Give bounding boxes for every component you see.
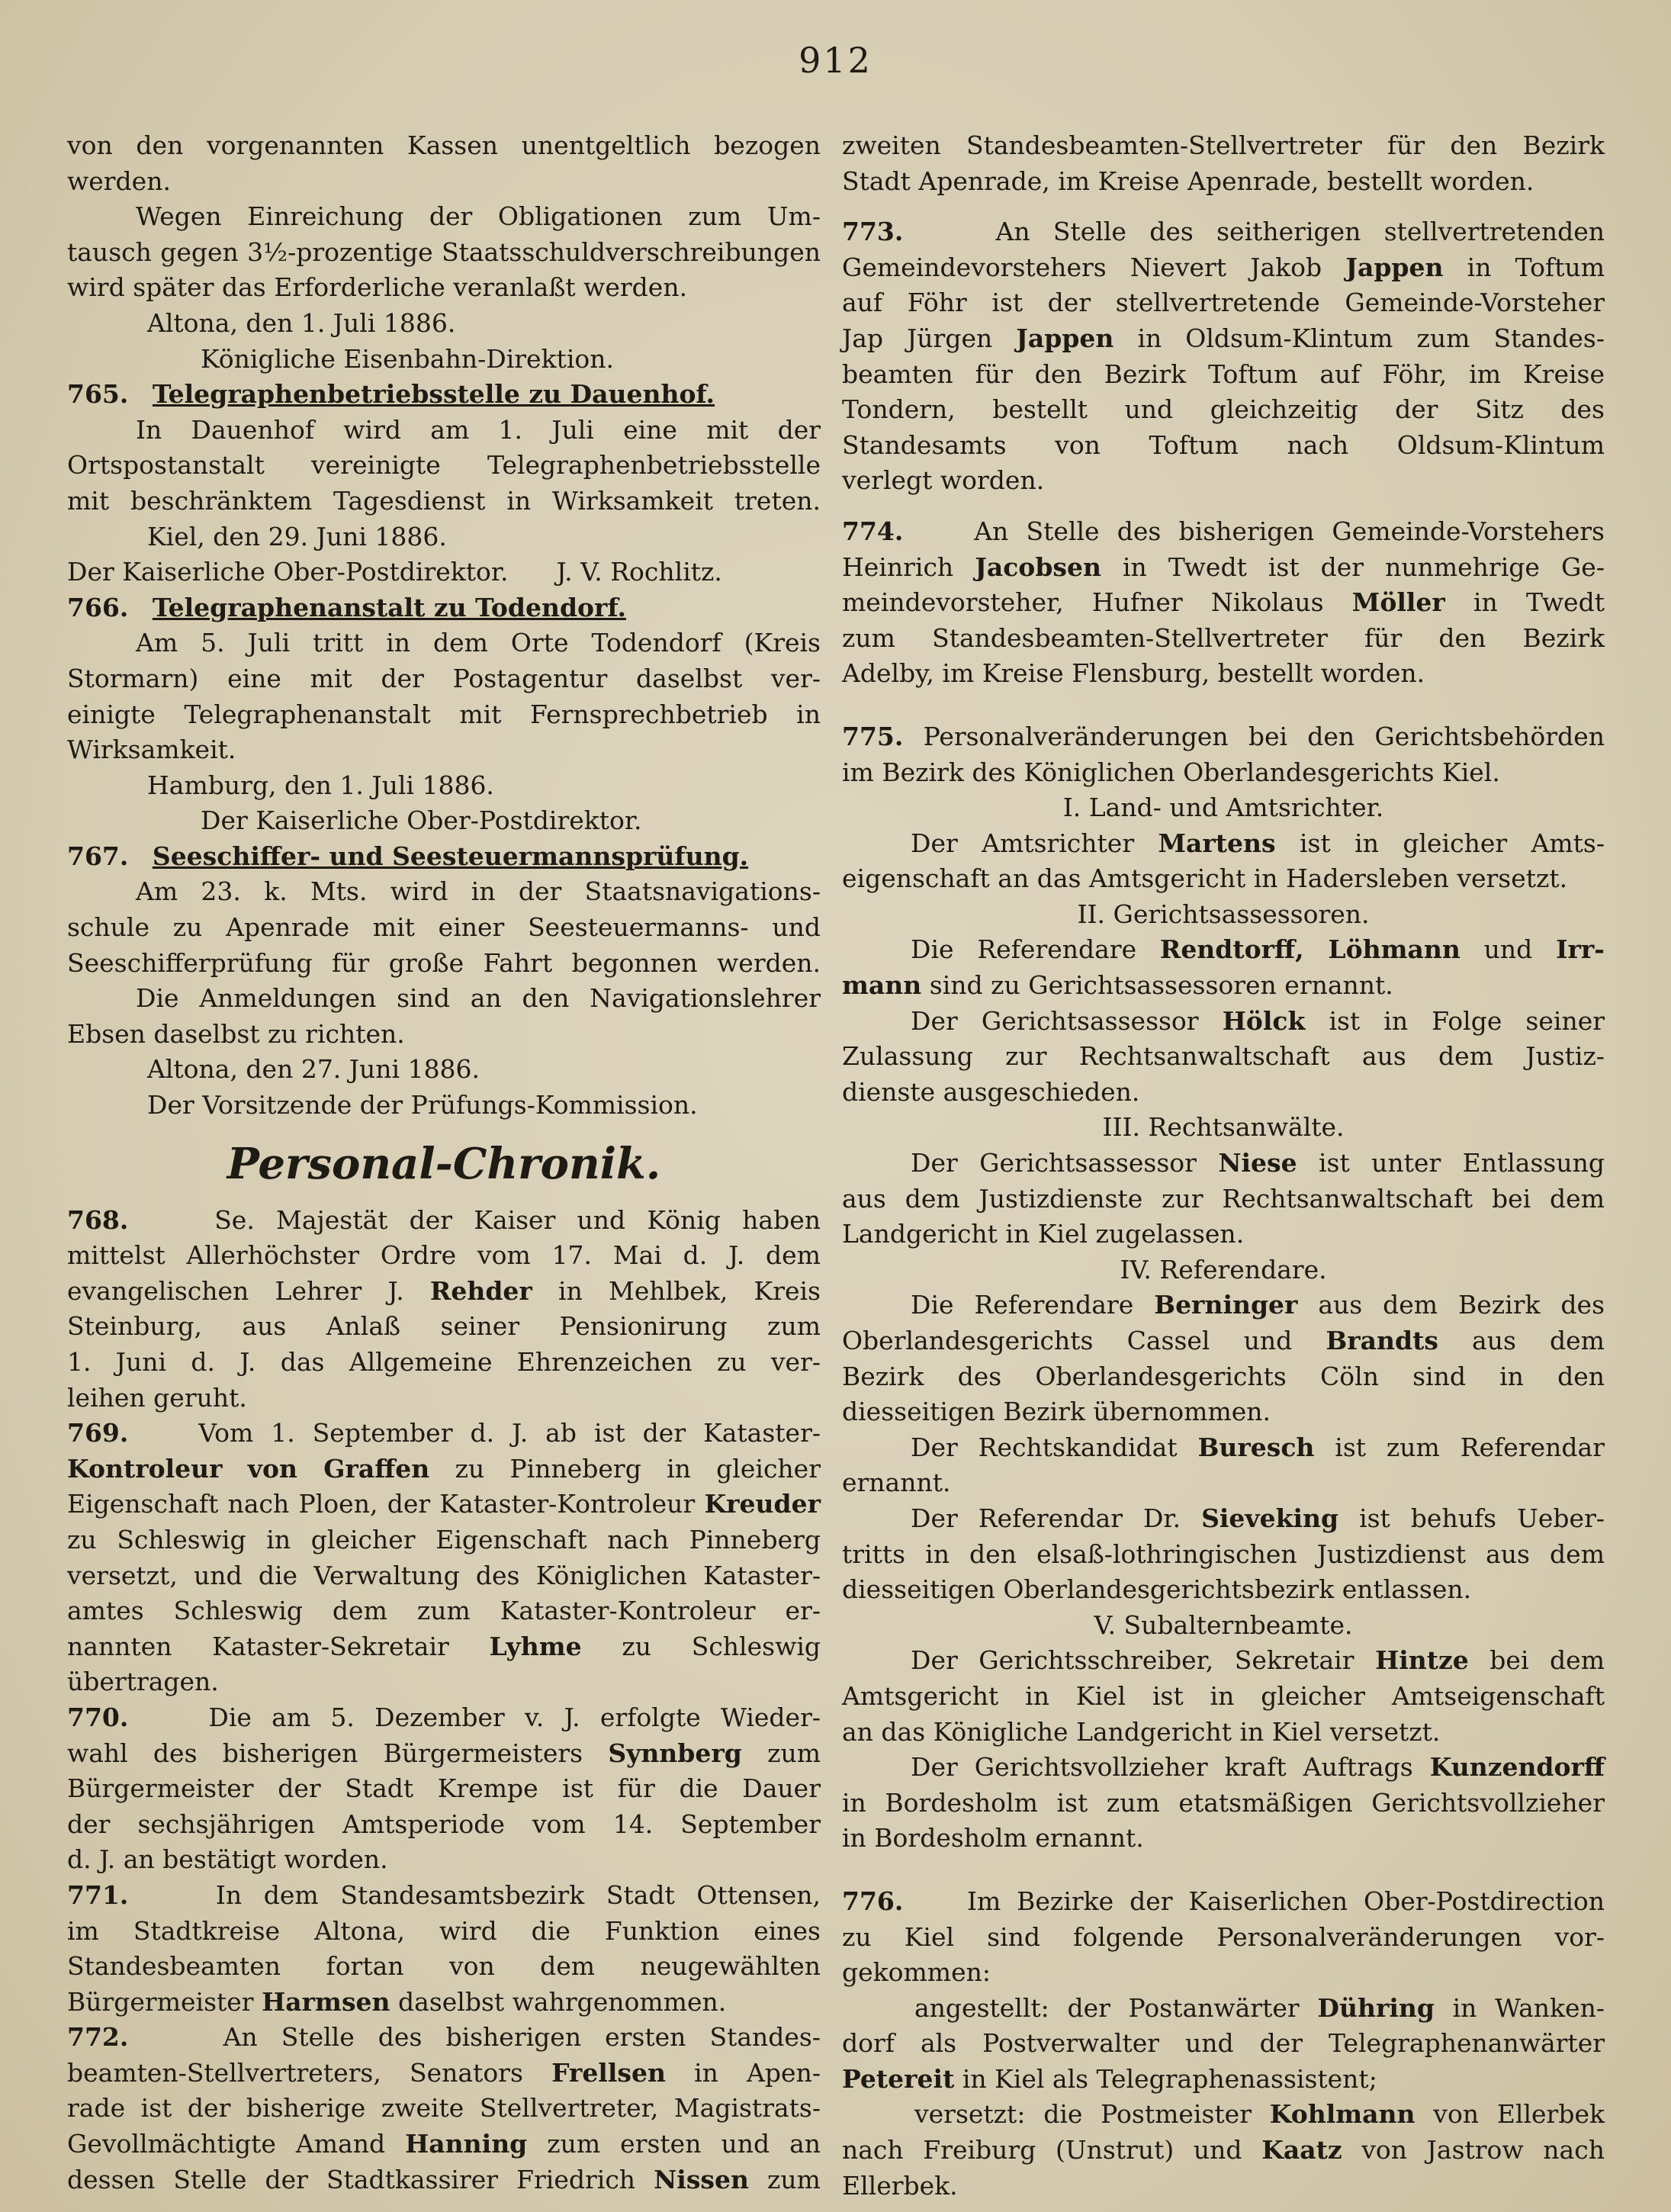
text-line: Ortspostanstalt vereinigte Telegraphenbetriebsstelle <box>67 450 821 481</box>
text-line: Steinburg, aus Anlaß seiner Pensionirung zum <box>67 1311 821 1342</box>
text-line: leihen geruht. <box>67 1382 247 1413</box>
text-line: Stadt Apenrade, im Kreise Apenrade, bestellt worden. <box>842 166 1534 196</box>
text-line: Adelby, im Kreise Flensburg, bestellt worden. <box>842 658 1425 689</box>
text-span: Der Gerichtsvollzieher kraft Auftrags <box>911 1752 1413 1783</box>
text-span: Der Gerichtsassessor <box>911 1148 1197 1178</box>
person-name: Jappen <box>1345 252 1444 282</box>
text-span: angestellt: der Postanwärter <box>914 1992 1300 2023</box>
subsection-heading: I. Land- und Amtsrichter. <box>1062 793 1384 823</box>
text-line: in Bordesholm ist zum etatsmäßigen Gerichtsvollzieher <box>842 1787 1605 1818</box>
text-line <box>842 1288 1605 1323</box>
text-line: Stormarn) eine mit der Postagentur daselbst ver- <box>67 663 821 693</box>
person-name: Lyhme <box>489 1631 582 1661</box>
text-line: In Dauenhof wird am 1. Juli eine mit der <box>136 414 821 445</box>
text-span: Die am 5. Dezember v. J. erfolgte Wieder- <box>208 1702 821 1732</box>
text-line: dienste ausgeschieden. <box>842 1076 1140 1107</box>
text-line: mittelst Allerhöchster Ordre vom 17. Mai d. J. dem <box>67 1240 821 1271</box>
text-line <box>842 550 1605 586</box>
text-line: aus dem Justizdienste zur Rechtsanwaltschaft bei dem <box>842 1183 1605 1214</box>
notice-number: 769. <box>67 1418 129 1448</box>
text-line: Standesamts von Toftum nach Oldsum-Klintum <box>842 429 1605 460</box>
notice-number: 775. <box>842 721 904 751</box>
text-line: Ellerbek. <box>842 2170 958 2201</box>
text-line <box>67 1878 821 1914</box>
text-span: Eigenschaft nach Ploen, der Kataster-Kontroleur <box>67 1489 696 1519</box>
signature-line: Königliche Eisenbahn-Direktion. <box>201 343 614 374</box>
notice-number: 774. <box>842 516 904 546</box>
text-line: schule zu Apenrade mit einer Seesteuermanns- und <box>67 912 821 943</box>
text-line: wird später das Erforderliche veranlaßt werden. <box>67 272 688 303</box>
text-line: Ebsen daselbst zu richten. <box>67 1018 405 1049</box>
text-span: in Oldsum-Klintum zum Standes- <box>1137 323 1605 353</box>
text-line: ernannt. <box>842 1468 951 1498</box>
text-line <box>67 1274 821 1310</box>
person-name: Jappen <box>1016 323 1114 353</box>
person-name: Dühring <box>1317 1992 1435 2023</box>
text-line: zum Standesbeamten-Stellvertreter für den Bezirk <box>842 622 1605 653</box>
text-line <box>842 826 1605 862</box>
text-line <box>67 2056 821 2091</box>
text-line <box>842 1643 1605 1679</box>
text-span: von Ellerbek <box>1433 2099 1605 2130</box>
text-line <box>842 1323 1605 1359</box>
text-span: daselbst wahrgenommen. <box>398 1986 727 2017</box>
text-line: Bezirk des Oberlandesgerichts Cöln sind in den <box>842 1361 1605 1391</box>
notice-number: 767. <box>67 841 129 871</box>
signature-line <box>67 555 821 590</box>
text-line <box>842 2062 1605 2098</box>
text-line <box>67 1736 821 1772</box>
text-span: und <box>1483 934 1533 965</box>
signature-line: Der Vorsitzende der Prüfungs-Kommission. <box>147 1090 698 1120</box>
text-line <box>67 1629 821 1665</box>
text-line <box>842 1750 1605 1786</box>
text-span: Heinrich <box>842 551 954 582</box>
text-line <box>67 2162 821 2198</box>
text-span: von Jastrow nach <box>1361 2135 1605 2165</box>
text-line: dorf als Postverwalter und der Telegraphenanwärter <box>842 2028 1605 2059</box>
subsection-heading: V. Subalternbeamte. <box>1094 1609 1353 1640</box>
text-span: Se. Majestät der Kaiser und König haben <box>214 1204 821 1235</box>
text-line <box>67 1452 821 1487</box>
text-span: zu Schleswig <box>622 1631 821 1661</box>
text-span: An Stelle des bisherigen ersten Standes- <box>223 2022 821 2053</box>
text-span: ist zum Referendar <box>1335 1432 1605 1462</box>
text-span: ist in gleicher Amts- <box>1300 828 1605 858</box>
text-span: ist in Folge seiner <box>1329 1005 1605 1036</box>
text-line: zu Kiel sind folgende Personalveränderungen vor- <box>842 1921 1605 1952</box>
text-line: Zulassung zur Rechtsanwaltschaft aus dem Justiz- <box>842 1041 1605 1072</box>
text-span: Bürgermeister <box>67 1986 254 2017</box>
date-line: Altona, den 27. Juni 1886. <box>147 1054 480 1085</box>
text-line: Die Anmeldungen sind an den Navigationslehrer <box>136 983 821 1014</box>
text-line: Tondern, bestellt und gleichzeitig der Sitz des <box>842 394 1605 425</box>
person-name: Niese <box>1218 1148 1297 1178</box>
notice-title: Seeschiffer- und Seesteuermannsprüfung. <box>152 841 749 871</box>
text-line <box>842 719 1605 755</box>
person-name: Kreuder <box>704 1489 821 1519</box>
text-span: Der Rechtskandidat <box>911 1432 1178 1462</box>
text-span: zu Pinneberg in gleicher <box>455 1453 821 1484</box>
text-line <box>842 1991 1605 2027</box>
notice-767-heading <box>67 839 821 875</box>
person-name: Harmsen <box>262 1986 390 2017</box>
text-line <box>842 2097 1605 2133</box>
section-title: Personal-Chronik. <box>227 1138 661 1189</box>
text-line <box>842 1004 1605 1040</box>
signature-title: Der Kaiserliche Ober-Postdirektor. <box>67 557 509 587</box>
text-line <box>67 1700 821 1736</box>
person-name: Buresch <box>1197 1432 1315 1462</box>
notice-number: 776. <box>842 1886 904 1916</box>
text-line <box>842 1501 1605 1537</box>
text-span: evangelischen Lehrer J. <box>67 1275 404 1306</box>
person-name: Kohlmann <box>1269 2099 1416 2130</box>
text-line: an das Königliche Landgericht in Kiel versetzt. <box>842 1716 1441 1747</box>
notice-number: 768. <box>67 1204 129 1235</box>
signature-line: Der Kaiserliche Ober-Postdirektor. <box>201 805 642 836</box>
text-line: 1. Juni d. J. das Allgemeine Ehrenzeichen zu ver- <box>67 1347 821 1377</box>
date-line: Kiel, den 29. Juni 1886. <box>147 521 447 551</box>
text-line <box>842 321 1605 357</box>
text-span: An Stelle des bisherigen Gemeinde-Vorstehers <box>974 516 1605 546</box>
notice-765-heading <box>67 377 821 413</box>
text-line: Amtsgericht in Kiel ist in gleicher Amtseigenschaft <box>842 1680 1605 1711</box>
person-name: Brandts <box>1326 1326 1438 1355</box>
text-line: Wirksamkeit. <box>67 735 236 765</box>
text-span: sind zu Gerichtsassessoren ernannt. <box>929 970 1393 1001</box>
person-name: Kaatz <box>1261 2135 1342 2165</box>
person-name: Petereit <box>842 2063 955 2094</box>
text-line: mit beschränktem Tagesdienst in Wirksamkeit treten. <box>67 485 821 516</box>
subsection-heading: II. Gerichtsassessoren. <box>1077 899 1370 929</box>
text-span: Jap Jürgen <box>842 323 993 353</box>
person-name: Martens <box>1158 828 1276 858</box>
person-name: Irr- <box>1556 934 1605 965</box>
text-line: einigte Telegraphenanstalt mit Fernsprechbetrieb in <box>67 699 821 729</box>
text-line <box>842 585 1605 621</box>
text-line: versetzt, und die Verwaltung des Königlichen Kataster- <box>67 1560 821 1590</box>
text-line: tritts in den elsaß-lothringischen Justizdienst aus dem <box>842 1538 1605 1569</box>
text-line: d. J. an bestätigt worden. <box>67 1844 388 1875</box>
text-span: versetzt: die Postmeister <box>914 2099 1252 2130</box>
text-line: Landgericht in Kiel zugelassen. <box>842 1219 1245 1249</box>
person-name: Rendtorff, Löhmann <box>1159 934 1461 965</box>
text-line: zweiten Standesbeamten-Stellvertreter für den Bezirk <box>842 130 1605 160</box>
person-name: Kunzendorff <box>1429 1752 1605 1783</box>
text-span: zum <box>767 2164 821 2194</box>
text-line: im Bezirk des Königlichen Oberlandesgerichts Kiel. <box>842 757 1500 787</box>
person-name: von Graffen <box>247 1453 430 1484</box>
notice-title: Telegraphenbetriebsstelle zu Dauenhof. <box>152 379 715 410</box>
notice-number: 772. <box>67 2022 129 2053</box>
person-name: Rehder <box>429 1275 532 1306</box>
text-span: nach Freiburg (Unstrut) und <box>842 2135 1242 2165</box>
text-span: Vom 1. September d. J. ab ist der Kataster- <box>198 1418 821 1448</box>
text-span: Gemeindevorstehers Nievert Jakob <box>842 252 1322 282</box>
person-name: Hölck <box>1222 1005 1306 1036</box>
person-name: Möller <box>1351 587 1445 618</box>
text-line: beamten für den Bezirk Toftum auf Föhr, im Kreise <box>842 358 1605 389</box>
right-column <box>842 128 1605 2204</box>
text-line <box>67 1985 821 2021</box>
text-line <box>842 968 1605 1004</box>
text-line: gekommen: <box>842 1957 991 1988</box>
text-span: in Wanken- <box>1452 1992 1605 2023</box>
person-name: mann <box>842 970 922 1001</box>
text-line <box>842 1430 1605 1466</box>
text-span: Der Gerichtsschreiber, Sekretair <box>911 1645 1354 1676</box>
text-line: Standesbeamten fortan von dem neugewählten <box>67 1951 821 1982</box>
text-line: Am 5. Juli tritt in dem Orte Todendorf (Kreis <box>136 628 821 658</box>
text-span: Der Amtsrichter <box>911 828 1135 858</box>
text-span: ist unter Entlassung <box>1319 1148 1605 1178</box>
person-name: Hanning <box>405 2129 528 2159</box>
notice-number: 771. <box>67 1879 129 1910</box>
text-span: in Twedt ist der nunmehrige Ge- <box>1123 551 1605 582</box>
text-span: Im Bezirke der Kaiserlichen Ober-Postdirection <box>966 1886 1605 1916</box>
text-span: in Apen- <box>694 2057 821 2088</box>
text-line: von den vorgenannten Kassen unentgeltlich bezogen <box>67 130 821 160</box>
person-name: Berninger <box>1154 1290 1298 1320</box>
text-line: zu Schleswig in gleicher Eigenschaft nach Pinneberg <box>67 1524 821 1555</box>
text-line: übertragen. <box>67 1667 219 1697</box>
text-line: Am 23. k. Mts. wird in der Staatsnavigations- <box>136 876 821 907</box>
text-line: auf Föhr ist der stellvertretende Gemeinde-Vorsteher <box>842 288 1605 318</box>
text-span: in Toftum <box>1467 252 1605 282</box>
person-name: Frellsen <box>551 2057 666 2088</box>
text-span: Gevollmächtigte Amand <box>67 2129 386 2159</box>
text-span: Die Referendare <box>911 1290 1134 1320</box>
notice-number: 773. <box>842 217 904 247</box>
text-line: tausch gegen 3½-prozentige Staatsschuldverschreibungen <box>67 236 821 267</box>
subsection-heading: IV. Referendare. <box>1120 1254 1327 1284</box>
text-span: dessen Stelle der Stadtkassirer Friedrich <box>67 2164 636 2194</box>
notice-number: 765. <box>67 379 129 410</box>
notice-766-heading <box>67 590 821 626</box>
text-line <box>842 1146 1605 1182</box>
text-line: der sechsjährigen Amtsperiode vom 14. September <box>67 1809 821 1839</box>
text-line: amtes Schleswig dem zum Kataster-Kontroleur er- <box>67 1596 821 1626</box>
text-span: aus dem <box>1472 1326 1605 1355</box>
subsection-heading: III. Rechtsanwälte. <box>1102 1112 1345 1143</box>
text-line: eigenschaft an das Amtsgericht in Hadersleben versetzt. <box>842 863 1568 894</box>
text-span: ist behufs Ueber- <box>1359 1503 1605 1533</box>
text-span: Die Referendare <box>911 934 1137 965</box>
text-span: An Stelle des seitherigen stellvertretenden <box>995 217 1605 247</box>
text-span: in Kiel als Telegraphenassistent; <box>962 2063 1377 2094</box>
text-line: Wegen Einreichung der Obligationen zum Um- <box>136 201 821 232</box>
text-line <box>67 2020 821 2056</box>
text-line <box>842 514 1605 550</box>
person-name: Jacobsen <box>975 551 1101 582</box>
text-span: Oberlandesgerichts Cassel und <box>842 1326 1293 1355</box>
text-line: werden. <box>67 166 171 196</box>
page-number: 912 <box>799 40 872 81</box>
notice-number: 770. <box>67 1702 129 1732</box>
left-column <box>67 128 821 2198</box>
text-span: aus dem Bezirk des <box>1318 1290 1605 1320</box>
text-line <box>67 1487 821 1522</box>
person-name: Sieveking <box>1201 1503 1339 1533</box>
notice-title: Telegraphenanstalt zu Todendorf. <box>152 592 626 622</box>
text-line <box>842 250 1605 286</box>
text-span: zum ersten und an <box>547 2129 821 2159</box>
text-span: wahl des bisherigen Bürgermeisters <box>67 1738 583 1768</box>
text-line: diesseitigen Bezirk übernommen. <box>842 1397 1271 1427</box>
notice-number: 766. <box>67 592 129 622</box>
text-line <box>842 2133 1605 2169</box>
text-span: Der Referendar Dr. <box>911 1503 1181 1533</box>
text-span: Kontroleur <box>67 1453 223 1484</box>
text-line <box>67 1416 821 1452</box>
text-span: beamten-Stellvertreters, Senators <box>67 2057 523 2088</box>
text-line <box>67 2127 821 2162</box>
text-span: Der Gerichtsassessor <box>911 1005 1199 1036</box>
text-line: Bürgermeister der Stadt Krempe ist für die Dauer <box>67 1773 821 1804</box>
date-line: Hamburg, den 1. Juli 1886. <box>147 770 494 800</box>
person-name: Synnberg <box>608 1738 742 1768</box>
text-span: bei dem <box>1489 1645 1605 1676</box>
text-span: meindevorsteher, Hufner Nikolaus <box>842 587 1324 618</box>
text-span: zum <box>767 1738 821 1768</box>
text-line: verlegt worden. <box>842 465 1045 496</box>
text-line <box>842 932 1605 968</box>
person-name: Hintze <box>1375 1645 1469 1676</box>
text-span: nannten Kataster-Sekretair <box>67 1631 449 1661</box>
text-span: In dem Standesamtsbezirk Stadt Ottensen, <box>215 1879 821 1910</box>
text-line: rade ist der bisherige zweite Stellvertreter, Magistrats- <box>67 2093 821 2124</box>
text-line <box>842 1884 1605 1920</box>
text-line: Seeschifferprüfung für große Fahrt begonnen werden. <box>67 947 821 978</box>
text-span: in Mehlbek, Kreis <box>558 1275 821 1306</box>
text-span: in Twedt <box>1473 587 1605 618</box>
signature-name: J. V. Rochlitz. <box>556 557 722 587</box>
date-line: Altona, den 1. Juli 1886. <box>147 307 456 338</box>
text-line: in Bordesholm ernannt. <box>842 1823 1144 1854</box>
text-line: diesseitigen Oberlandesgerichtsbezirk entlassen. <box>842 1574 1472 1605</box>
text-line: im Stadtkreise Altona, wird die Funktion eines <box>67 1915 821 1946</box>
person-name: Nissen <box>654 2164 749 2194</box>
text-line <box>67 1203 821 1239</box>
text-span: Personalveränderungen bei den Gerichtsbehörden <box>923 721 1605 751</box>
text-line <box>842 214 1605 250</box>
